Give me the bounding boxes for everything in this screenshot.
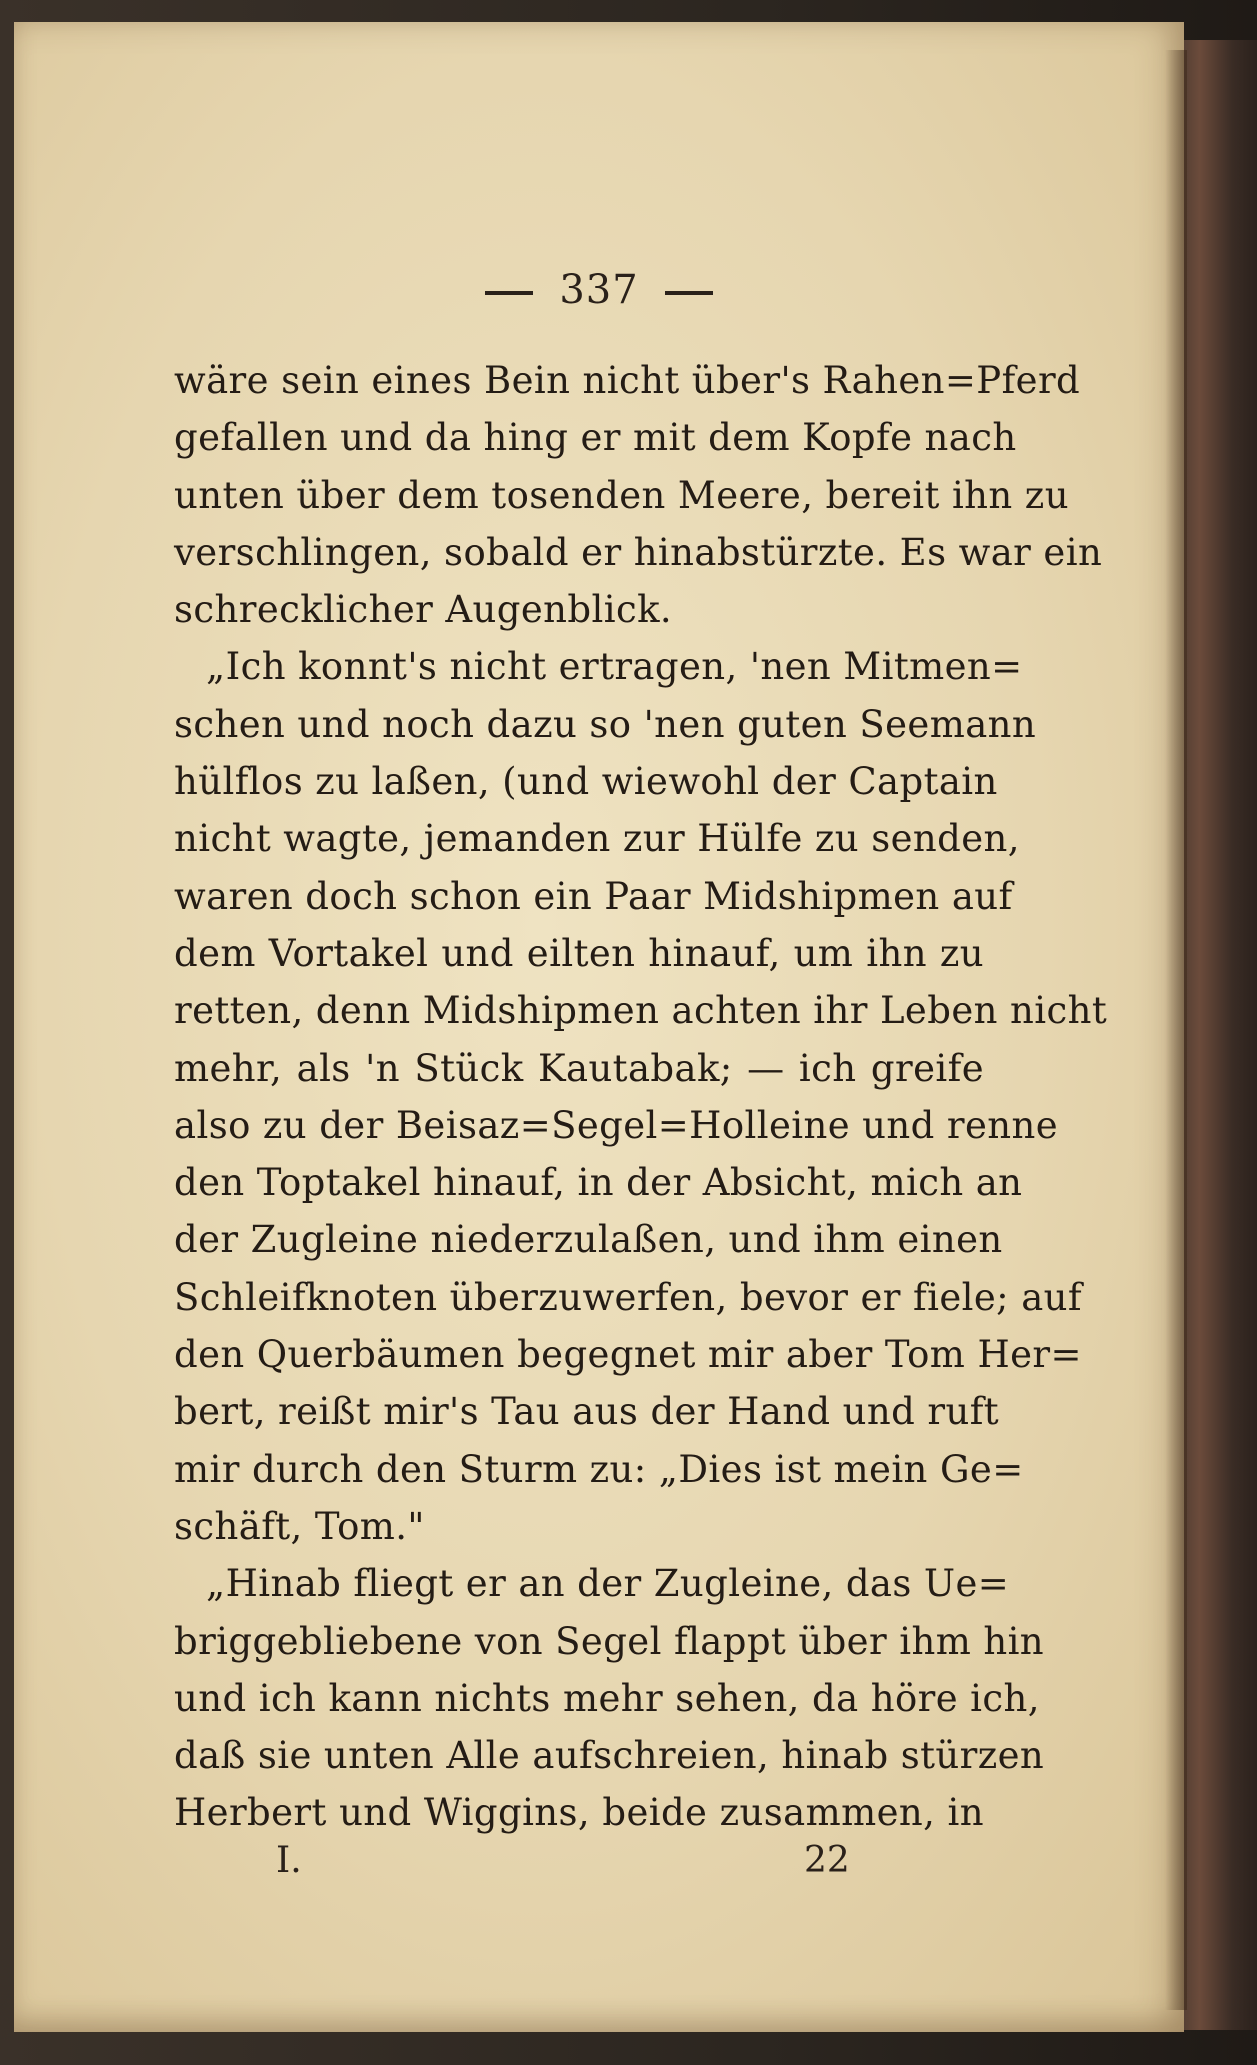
text-line: der Zugleine niederzulaßen, und ihm einen (174, 1218, 1003, 1262)
sheet-number: 22 (804, 1840, 850, 1881)
header-dash-left (485, 291, 533, 295)
text-line: unten über dem tosenden Meere, bereit ihn zu (174, 473, 1069, 517)
text-line: briggebliebene von Segel flappt über ihm hin (174, 1619, 1045, 1663)
text-line: dem Vortakel und eilten hinauf, um ihn zu (174, 931, 984, 975)
header-dash-right (665, 291, 713, 295)
book-page (14, 22, 1184, 2032)
text-line: mehr, als 'n Stück Kautabak; — ich greife (174, 1046, 984, 1090)
text-line: waren doch schon ein Paar Midshipmen auf (174, 874, 1013, 918)
text-line: daß sie unten Alle aufschreien, hinab stürzen (174, 1734, 1045, 1778)
text-line: bert, reißt mir's Tau aus der Hand und ruft (174, 1390, 1000, 1434)
text-line: gefallen und da hing er mit dem Kopfe nach (174, 416, 1017, 460)
page-edge-shadow (1165, 50, 1187, 2010)
page-footer (14, 1840, 1184, 1890)
text-line: schen und noch dazu so 'nen guten Seemann (174, 702, 1037, 746)
body-text (174, 352, 1108, 1842)
text-line: „Hinab fliegt er an der Zugleine, das Ue= (206, 1562, 1010, 1606)
text-line: und ich kann nichts mehr sehen, da höre ich, (174, 1676, 1040, 1720)
volume-signature: I. (276, 1840, 302, 1881)
text-line: den Toptakel hinauf, in der Absicht, mich an (174, 1161, 1023, 1205)
text-line: also zu der Beisaz=Segel=Holleine und renne (174, 1103, 1059, 1147)
text-line: schrecklicher Augenblick. (174, 588, 673, 632)
text-line: Herbert und Wiggins, beide zusammen, in (174, 1791, 984, 1835)
text-line: wäre sein eines Bein nicht über's Rahen=Pferd (174, 359, 1081, 402)
page-header (14, 267, 1184, 313)
text-line: den Querbäumen begegnet mir aber Tom Her= (174, 1333, 1082, 1377)
text-line: verschlingen, sobald er hinabstürzte. Es war ein (174, 530, 1103, 574)
text-line: mir durch den Sturm zu: „Dies ist mein Ge= (174, 1447, 1024, 1491)
text-line: „Ich konnt's nicht ertragen, 'nen Mitmen= (206, 645, 1023, 689)
text-line: schäft, Tom." (174, 1504, 425, 1548)
text-line: Schleifknoten überzuwerfen, bevor er fiele; auf (174, 1275, 1082, 1319)
page-number: 337 (559, 267, 639, 313)
book-cover-edge (1175, 40, 1257, 2030)
text-line: nicht wagte, jemanden zur Hülfe zu senden, (174, 817, 1020, 861)
text-line: hülflos zu laßen, (und wiewohl der Captain (174, 760, 998, 804)
text-line: retten, denn Midshipmen achten ihr Leben nicht (174, 989, 1108, 1033)
